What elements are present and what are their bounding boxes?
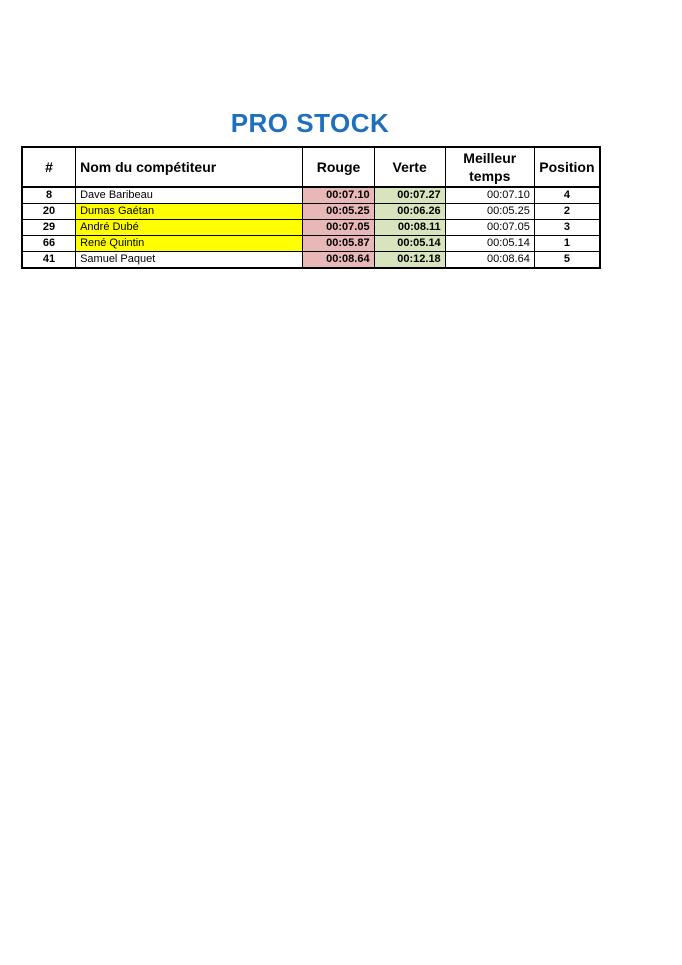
table-row: [22, 204, 600, 220]
cell-position: 3: [534, 220, 600, 236]
cell-rouge-time: 00:07.05: [303, 220, 374, 236]
page-title: PRO STOCK: [230, 108, 390, 138]
cell-number: 66: [22, 236, 76, 252]
cell-verte-time: 00:06.26: [374, 204, 445, 220]
table-body: [22, 187, 600, 268]
cell-number: 20: [22, 204, 76, 220]
table-row: [22, 187, 600, 204]
cell-name: Samuel Paquet: [76, 252, 303, 269]
cell-best-time: 00:07.10: [445, 187, 534, 204]
cell-rouge-time: 00:05.25: [303, 204, 374, 220]
cell-rouge-time: 00:05.87: [303, 236, 374, 252]
cell-position: 4: [534, 187, 600, 204]
cell-verte-time: 00:08.11: [374, 220, 445, 236]
header-rouge: Rouge: [303, 147, 374, 187]
cell-best-time: 00:05.14: [445, 236, 534, 252]
cell-name: Dumas Gaétan: [76, 204, 303, 220]
header-position: Position: [534, 147, 600, 187]
cell-number: 29: [22, 220, 76, 236]
cell-verte-time: 00:12.18: [374, 252, 445, 269]
cell-best-time: 00:07.05: [445, 220, 534, 236]
cell-verte-time: 00:07.27: [374, 187, 445, 204]
header-competitor-name: Nom du compétiteur: [76, 147, 303, 187]
header-best-time: Meilleur temps: [445, 147, 534, 187]
table-row: [22, 236, 600, 252]
cell-position: 5: [534, 252, 600, 269]
cell-position: 1: [534, 236, 600, 252]
cell-verte-time: 00:05.14: [374, 236, 445, 252]
cell-best-time: 00:05.25: [445, 204, 534, 220]
table-row: [22, 252, 600, 269]
header-row: [22, 147, 600, 187]
header-verte: Verte: [374, 147, 445, 187]
table-header: [22, 147, 600, 187]
cell-name: Dave Baribeau: [76, 187, 303, 204]
cell-rouge-time: 00:07.10: [303, 187, 374, 204]
cell-position: 2: [534, 204, 600, 220]
cell-number: 41: [22, 252, 76, 269]
results-table: [21, 146, 601, 269]
cell-rouge-time: 00:08.64: [303, 252, 374, 269]
cell-name: André Dubé: [76, 220, 303, 236]
cell-best-time: 00:08.64: [445, 252, 534, 269]
cell-name: René Quintin: [76, 236, 303, 252]
table-row: [22, 220, 600, 236]
cell-number: 8: [22, 187, 76, 204]
header-number: #: [22, 147, 76, 187]
